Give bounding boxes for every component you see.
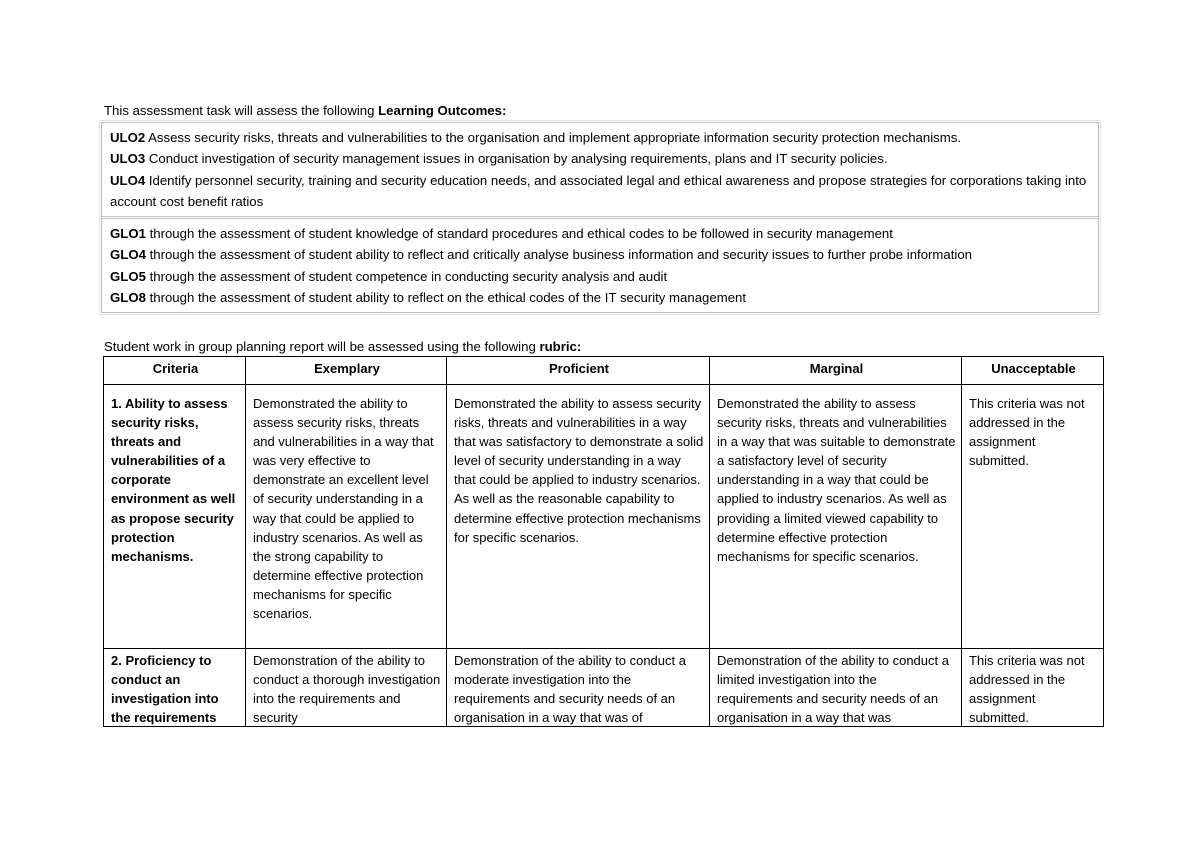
ulo-text: Conduct investigation of security management issues in organisation by analysing requirements, plans and IT security policies. (145, 151, 888, 167)
unacceptable-cell (962, 649, 1104, 727)
marginal-cell: Demonstrated the ability to assess security risks, threats and vulnerabilities in a way that was suitable to demonstrate a satisfactory level of security understanding in a way that could be applied to industry scenarios. As well as providing a limited viewed capability to determine effective protection mechanisms for specific scenarios. (710, 385, 962, 649)
ulo-code: ULO3 (110, 151, 146, 167)
glo-list (102, 216, 1098, 312)
proficient-cell: Demonstrated the ability to assess security risks, threats and vulnerabilities in a way that was satisfactory to demonstrate a solid level of security understanding in a way that could be applied to industry scenarios. As well as the reasonable capability to determine effective protection mechanisms for specific scenarios. (447, 385, 710, 649)
header-unacceptable: Unacceptable (962, 357, 1104, 385)
exemplary-cell: Demonstrated the ability to assess security risks, threats and vulnerabilities in a way that was very effective to demonstrate an excellent level of security understanding in a way that could be applied to industry scenarios. As well as the strong capability to determine effective protection mechanisms for specific scenarios. (246, 385, 447, 649)
rubric-intro-bold-text: rubric: (539, 339, 582, 354)
marginal-text: Demonstration of the ability to conduct a limited investigation into the requirements and security needs of an organisation in a way that was (717, 653, 949, 726)
exemplary-text: Demonstration of the ability to conduct a thorough investigation into the requirements and security (253, 653, 441, 726)
ulo-item (110, 127, 1090, 148)
criteria-cell (104, 649, 246, 727)
ulo-text: Assess security risks, threats and vulnerabilities to the organisation and implement appropriate information security protection mechanisms. (145, 130, 961, 145)
ulo-text: Identify personnel security, training and security education needs, and associated legal and ethical awareness and propose strategies for corporations taking into account cost benefit ratios (110, 172, 1087, 209)
intro-bold-text: Learning Outcomes: (378, 103, 507, 118)
glo-item (110, 244, 1090, 265)
glo-text: through the assessment of student ability to reflect and critically analyse business information and security issues to further probe information (145, 247, 973, 263)
glo-item (110, 223, 1090, 244)
learning-outcomes-intro (104, 102, 506, 120)
rubric-table (103, 356, 1104, 727)
ulo-code: ULO4 (110, 172, 146, 188)
table-row (104, 385, 1104, 649)
proficient-cell (447, 649, 710, 727)
table-row (104, 649, 1104, 727)
glo-code: GLO8 (110, 290, 146, 306)
glo-text: through the assessment of student knowledge of standard procedures and ethical codes to be followed in security management (145, 226, 893, 242)
header-criteria: Criteria (104, 357, 246, 385)
ulo-code: ULO2 (110, 130, 146, 145)
exemplary-cell (246, 649, 447, 727)
ulo-item (110, 170, 1090, 213)
criteria-cell: 1. Ability to assess security risks, threats and vulnerabilities of a corporate environment as well as propose security protection mechanisms. (104, 385, 246, 649)
header-marginal: Marginal (710, 357, 962, 385)
learning-outcomes-box (101, 122, 1099, 313)
ulo-item (110, 148, 1090, 169)
header-exemplary: Exemplary (246, 357, 447, 385)
glo-text: through the assessment of student ability to reflect on the ethical codes of the IT security management (145, 290, 747, 306)
proficient-text: Demonstration of the ability to conduct a moderate investigation into the requirements and security needs of an organisation in a way that was of (454, 653, 686, 726)
ulo-list (102, 123, 1098, 216)
glo-code: GLO1 (110, 226, 146, 242)
glo-item (110, 287, 1090, 308)
glo-item (110, 266, 1090, 287)
glo-code: GLO4 (110, 247, 146, 263)
glo-code: GLO5 (110, 268, 146, 284)
glo-text: through the assessment of student competence in conducting security analysis and audit (145, 268, 668, 284)
unacceptable-cell: This criteria was not addressed in the assignment submitted. (962, 385, 1104, 649)
header-proficient: Proficient (447, 357, 710, 385)
rubric-intro-text: Student work in group planning report will be assessed using the following (104, 339, 540, 354)
criteria-text: 2. Proficiency to conduct an investigation into the requirements (111, 653, 219, 726)
marginal-cell (710, 649, 962, 727)
unacceptable-text: This criteria was not addressed in the assignment submitted. (969, 653, 1085, 726)
intro-text: This assessment task will assess the following (104, 103, 379, 118)
rubric-intro (104, 338, 581, 356)
rubric-header-row (104, 357, 1104, 385)
